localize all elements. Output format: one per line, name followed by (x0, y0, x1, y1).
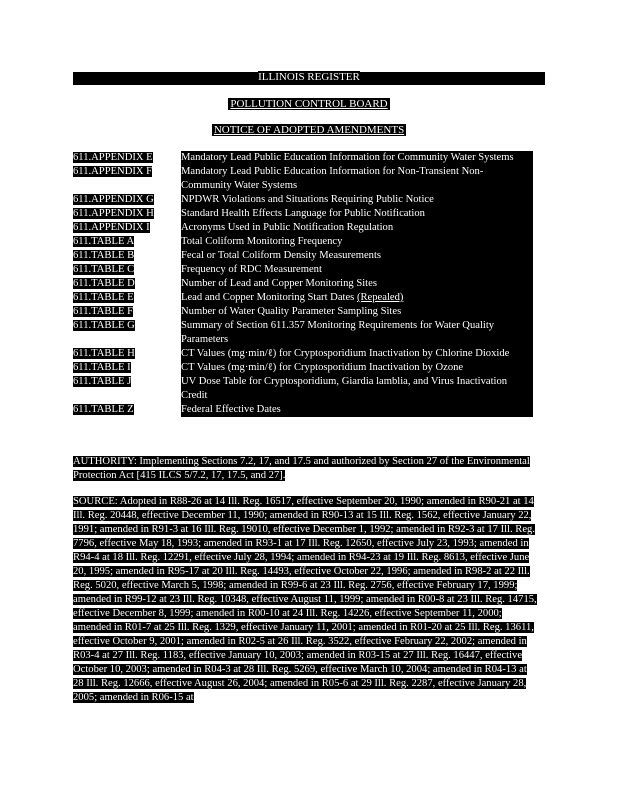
toc-row (73, 193, 533, 207)
toc-code: 611.TABLE Z (73, 404, 134, 415)
toc-description: Number of Water Quality Parameter Sampling Sites (181, 305, 533, 319)
toc-description: Acronyms Used in Public Notification Regulation (181, 221, 533, 235)
authority-paragraph: AUTHORITY: Implementing Sections 7.2, 17, and 17.5 and authorized by Section 27 of the Environmental Protection Act [415 ILCS 5/7.2, 17, 17.5, and 27]. (73, 456, 530, 481)
toc-description: Federal Effective Dates (181, 403, 533, 417)
toc-description: Total Coliform Monitoring Frequency (181, 235, 533, 249)
toc-note: (Repealed) (356, 292, 404, 303)
toc-description: Lead and Copper Monitoring Start Dates (Repealed) (181, 291, 533, 305)
toc-row (73, 221, 533, 235)
toc-row (73, 263, 533, 277)
toc-code: 611.TABLE G (73, 320, 135, 331)
toc-code: 611.TABLE B (73, 250, 135, 261)
toc-row (73, 403, 533, 417)
toc-code: 611.APPENDIX H (73, 208, 154, 219)
source-paragraph: SOURCE: Adopted in R88-26 at 14 Ill. Reg. 16517, effective September 20, 1990; amended in R90-21 at 14 Ill. Reg. 20448, effective December 11, 1990; amended in R90-13 at 15 Ill. Reg. 1562, effective January 22, 1991; amended in R91-3 at 16 Ill. Reg. 19010, effective December 1, 1992; amended in R92-3 at 17 Ill. Reg. 7796, effective May 18, 1993; amended in R93-1 at 17 Ill. Reg. 12650, effective July 23, 1993; amended in R94-4 at 18 Ill. Reg. 12291, effective July 28, 1994; amended in R94-23 at 19 Ill. Reg. 8613, effective June 20, 1995; amended in R95-17 at 20 Ill. Reg. 14493, effective October 22, 1996; amended in R98-2 at 22 Ill. Reg. 5020, effective March 5, 1998; amended in R99-6 at 23 Ill. Reg. 2756, effective February 17, 1999; amended in R99-12 at 23 Ill. Reg. 10348, effective August 11, 1999; amended in R00-8 at 23 Ill. Reg. 14715, effective December 8, 1999; amended in R00-10 at 24 Ill. Reg. 14226, effective September 11, 2000; amended in R01-7 at 25 Ill. Reg. 1329, effective January 11, 2001; amended in R01-20 at 25 Ill. Reg. 13611, effective October 9, 2001; amended in R02-5 at 26 Ill. Reg. 3522, effective February 22, 2002; amended in R03-4 at 27 Ill. Reg. 1183, effective January 10, 2003; amended in R03-15 at 27 Ill. Reg. 16447, effective October 10, 2003; amended in R04-3 at 28 Ill. Reg. 5269, effective March 10, 2004; amended in R04-13 at 28 Ill. Reg. 12666, effective August 26, 2004; amended in R05-6 at 29 Ill. Reg. 2287, effective January 28, 2005; amended in R06-15 at (73, 496, 537, 703)
toc-row (73, 347, 533, 361)
toc-description: Number of Lead and Copper Monitoring Sites (181, 277, 533, 291)
toc-code: 611.TABLE D (73, 278, 135, 289)
toc-code: 611.TABLE E (73, 292, 134, 303)
toc-code: 611.APPENDIX E (73, 152, 153, 163)
register-title: ILLINOIS REGISTER (258, 71, 360, 83)
toc-row (73, 165, 533, 193)
toc-code: 611.TABLE A (73, 236, 135, 247)
toc-code: 611.TABLE F (73, 306, 133, 317)
toc-description: UV Dose Table for Cryptosporidium, Giardia lamblia, and Virus Inactivation Credit (181, 375, 533, 403)
toc-row (73, 375, 533, 403)
toc-code: 611.APPENDIX G (73, 194, 154, 205)
toc-description: Mandatory Lead Public Education Information for Non-Transient Non-Community Water Systems (181, 165, 533, 193)
toc-code: 611.TABLE H (73, 348, 135, 359)
toc-code: 611.TABLE I (73, 362, 131, 373)
toc-description: NPDWR Violations and Situations Requiring Public Notice (181, 193, 533, 207)
toc-row (73, 361, 533, 375)
toc-row (73, 249, 533, 263)
table-of-contents (73, 151, 533, 417)
toc-code: 611.APPENDIX F (73, 166, 153, 177)
toc-code: 611.TABLE C (73, 264, 135, 275)
toc-description: Standard Health Effects Language for Public Notification (181, 207, 533, 221)
toc-row (73, 207, 533, 221)
toc-description: Mandatory Lead Public Education Information for Community Water Systems (181, 151, 533, 165)
toc-row (73, 319, 533, 347)
toc-row (73, 305, 533, 319)
toc-description: Fecal or Total Coliform Density Measurements (181, 249, 533, 263)
toc-row (73, 235, 533, 249)
board-title: POLLUTION CONTROL BOARD (230, 98, 388, 110)
toc-description: CT Values (mg·min/ℓ) for Cryptosporidium Inactivation by Ozone (181, 361, 533, 375)
toc-code: 611.APPENDIX I (73, 222, 150, 233)
toc-row (73, 277, 533, 291)
notice-title: NOTICE OF ADOPTED AMENDMENTS (213, 124, 405, 136)
toc-description: CT Values (mg·min/ℓ) for Cryptosporidium Inactivation by Chlorine Dioxide (181, 347, 533, 361)
toc-description: Summary of Section 611.357 Monitoring Requirements for Water Quality Parameters (181, 319, 533, 347)
toc-row (73, 151, 533, 165)
toc-description: Frequency of RDC Measurement (181, 263, 533, 277)
toc-code: 611.TABLE J (73, 376, 132, 387)
toc-row (73, 291, 533, 305)
